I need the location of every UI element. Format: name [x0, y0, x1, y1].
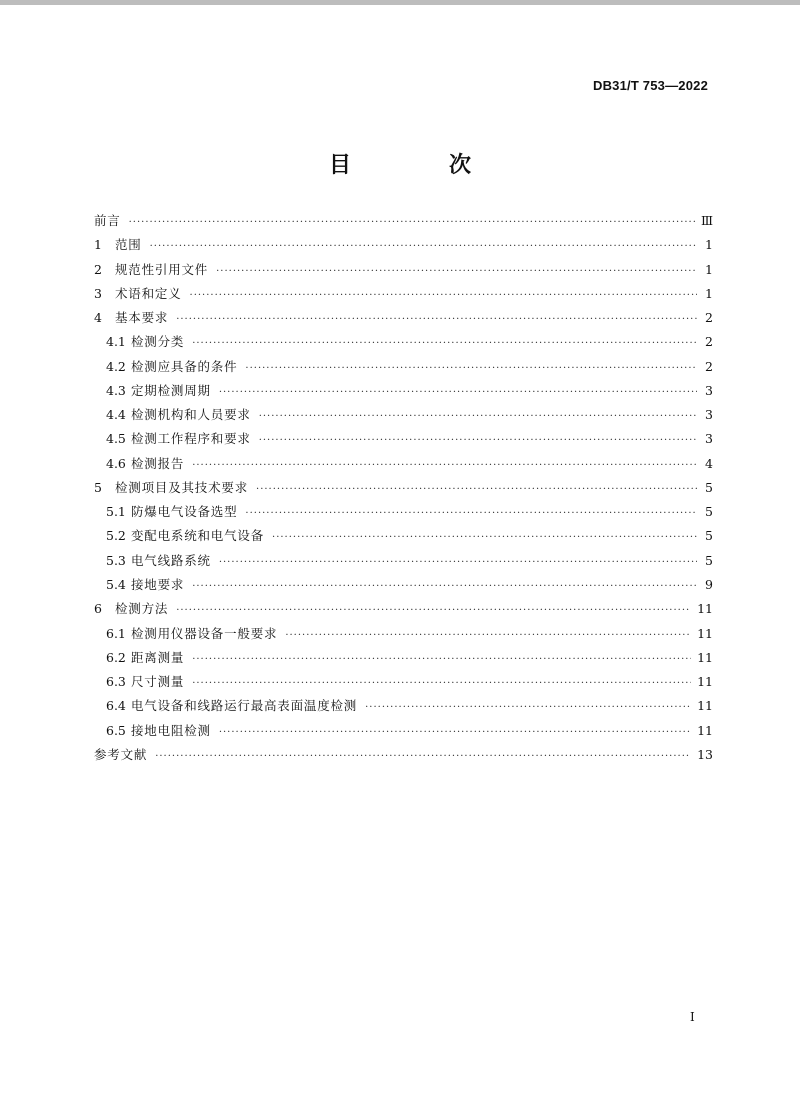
toc-entry[interactable] [94, 646, 713, 670]
toc-entry-page: 9 [705, 576, 713, 592]
toc-dot-leader [259, 429, 697, 453]
toc-entry[interactable] [94, 427, 713, 451]
toc-entry-number: 5.3 [106, 552, 126, 568]
toc-entry-number: 2 [94, 261, 102, 277]
toc-entry-page: 3 [705, 431, 713, 447]
toc-entry-page: 2 [705, 358, 713, 374]
toc-entry-number: 5.1 [106, 504, 126, 520]
toc-entry[interactable] [94, 355, 713, 379]
page-number: I [690, 1010, 695, 1024]
toc-entry-label: 检测工作程序和要求 [131, 431, 251, 447]
toc-entry[interactable] [94, 622, 713, 646]
toc-entry[interactable] [94, 379, 713, 403]
toc-entry-page: 5 [705, 528, 713, 544]
toc-entry-label: 参考文献 [94, 746, 148, 762]
toc-entry-label: 检测应具备的条件 [131, 358, 238, 374]
toc-entry-label: 定期检测周期 [131, 382, 211, 398]
toc-entry-page: 11 [697, 601, 713, 617]
toc-entry-number: 4.3 [106, 382, 126, 398]
toc-dot-leader [192, 575, 697, 599]
toc-dot-leader [219, 551, 697, 575]
toc-dot-leader [192, 332, 697, 356]
toc-dot-leader [176, 599, 691, 623]
toc-dot-leader [129, 211, 695, 235]
toc-entry[interactable] [94, 694, 713, 718]
toc-entry-number: 4.6 [106, 455, 126, 471]
toc-entry-number: 4.1 [106, 334, 126, 350]
toc-entry-number: 5.4 [106, 576, 126, 592]
toc-entry[interactable] [94, 670, 713, 694]
toc-entry-number: 6.1 [106, 625, 126, 641]
toc-dot-leader [272, 526, 697, 550]
toc-dot-leader [192, 672, 691, 696]
toc-dot-leader [192, 454, 697, 478]
toc-entry-page: 11 [697, 674, 713, 690]
toc-entry[interactable] [94, 306, 713, 330]
toc-dot-leader [216, 260, 697, 284]
toc-entry-page: 11 [697, 722, 713, 738]
toc-entry-label: 电气线路系统 [131, 552, 211, 568]
toc-entry-number: 4.5 [106, 431, 126, 447]
toc-entry-number: 4.4 [106, 407, 126, 423]
toc-entry-page: 11 [697, 649, 713, 665]
toc-entry[interactable] [94, 549, 713, 573]
toc-entry-number: 1 [94, 237, 102, 253]
toc-dot-leader [285, 624, 691, 648]
toc-entry[interactable] [94, 476, 713, 500]
toc-entry-label: 规范性引用文件 [115, 261, 209, 277]
toc-dot-leader [192, 648, 691, 672]
toc-entry-page: 4 [705, 455, 713, 471]
toc-entry-label: 距离测量 [131, 649, 185, 665]
toc-entry-number: 4 [94, 310, 102, 326]
toc-entry-label: 术语和定义 [115, 285, 182, 301]
toc-entry-number: 3 [94, 285, 102, 301]
toc-entry[interactable] [94, 743, 713, 767]
table-of-contents [94, 209, 713, 767]
toc-entry-label: 防爆电气设备选型 [131, 504, 238, 520]
toc-entry-label: 检测项目及其技术要求 [115, 479, 249, 495]
toc-entry[interactable] [94, 597, 713, 621]
toc-entry-number: 6.4 [106, 698, 126, 714]
toc-entry-page: 5 [705, 552, 713, 568]
toc-entry[interactable] [94, 500, 713, 524]
toc-entry-page: 3 [705, 382, 713, 398]
toc-entry-page: 13 [697, 746, 713, 762]
toc-entry[interactable] [94, 209, 713, 233]
toc-dot-leader [256, 478, 697, 502]
toc-dot-leader [150, 235, 697, 259]
toc-entry-label: 电气设备和线路运行最高表面温度检测 [131, 698, 358, 714]
toc-dot-leader [155, 745, 691, 769]
toc-entry[interactable] [94, 452, 713, 476]
toc-entry-page: 3 [705, 407, 713, 423]
toc-entry-label: 前言 [94, 213, 121, 228]
toc-entry-page: Ⅲ [700, 213, 713, 228]
standard-code: DB31/T 753—2022 [592, 78, 708, 93]
toc-entry-label: 范围 [115, 237, 142, 253]
toc-entry-page: 11 [697, 625, 713, 641]
toc-entry-page: 5 [705, 479, 713, 495]
toc-entry-number: 4.2 [106, 358, 126, 374]
toc-entry-number: 5.2 [106, 528, 126, 544]
toc-entry-page: 5 [705, 504, 713, 520]
toc-entry[interactable] [94, 719, 713, 743]
toc-entry-number: 5 [94, 479, 102, 495]
toc-entry-label: 检测分类 [131, 334, 185, 350]
toc-entry-page: 1 [705, 285, 713, 301]
toc-entry-page: 1 [705, 237, 713, 253]
toc-dot-leader [219, 721, 691, 745]
toc-entry[interactable] [94, 282, 713, 306]
toc-entry-label: 基本要求 [115, 310, 169, 326]
toc-entry-page: 2 [705, 310, 713, 326]
toc-entry-number: 6.3 [106, 674, 126, 690]
toc-entry[interactable] [94, 258, 713, 282]
toc-entry-page: 2 [705, 334, 713, 350]
toc-dot-leader [245, 502, 697, 526]
toc-entry[interactable] [94, 524, 713, 548]
toc-entry-label: 检测机构和人员要求 [131, 407, 251, 423]
toc-dot-leader [176, 308, 697, 332]
scan-top-edge [0, 0, 800, 5]
toc-entry-label: 变配电系统和电气设备 [131, 528, 265, 544]
toc-dot-leader [190, 284, 697, 308]
toc-entry-label: 检测用仪器设备一般要求 [131, 625, 278, 641]
toc-entry[interactable] [94, 233, 713, 257]
toc-dot-leader [365, 696, 691, 720]
toc-dot-leader [219, 381, 697, 405]
toc-entry-label: 接地要求 [131, 576, 185, 592]
toc-entry-label: 检测方法 [115, 601, 169, 617]
toc-entry[interactable] [94, 573, 713, 597]
toc-entry-number: 6 [94, 601, 102, 617]
toc-entry-page: 11 [697, 698, 713, 714]
toc-entry-number: 6.2 [106, 649, 126, 665]
toc-entry-label: 尺寸测量 [131, 674, 185, 690]
toc-entry[interactable] [94, 330, 713, 354]
toc-entry-number: 6.5 [106, 722, 126, 738]
toc-entry-page: 1 [705, 261, 713, 277]
toc-entry-label: 接地电阻检测 [131, 722, 211, 738]
page-title: 目 次 [328, 152, 509, 178]
toc-entry-label: 检测报告 [131, 455, 185, 471]
toc-entry[interactable] [94, 403, 713, 427]
toc-dot-leader [245, 357, 697, 381]
toc-dot-leader [259, 405, 697, 429]
